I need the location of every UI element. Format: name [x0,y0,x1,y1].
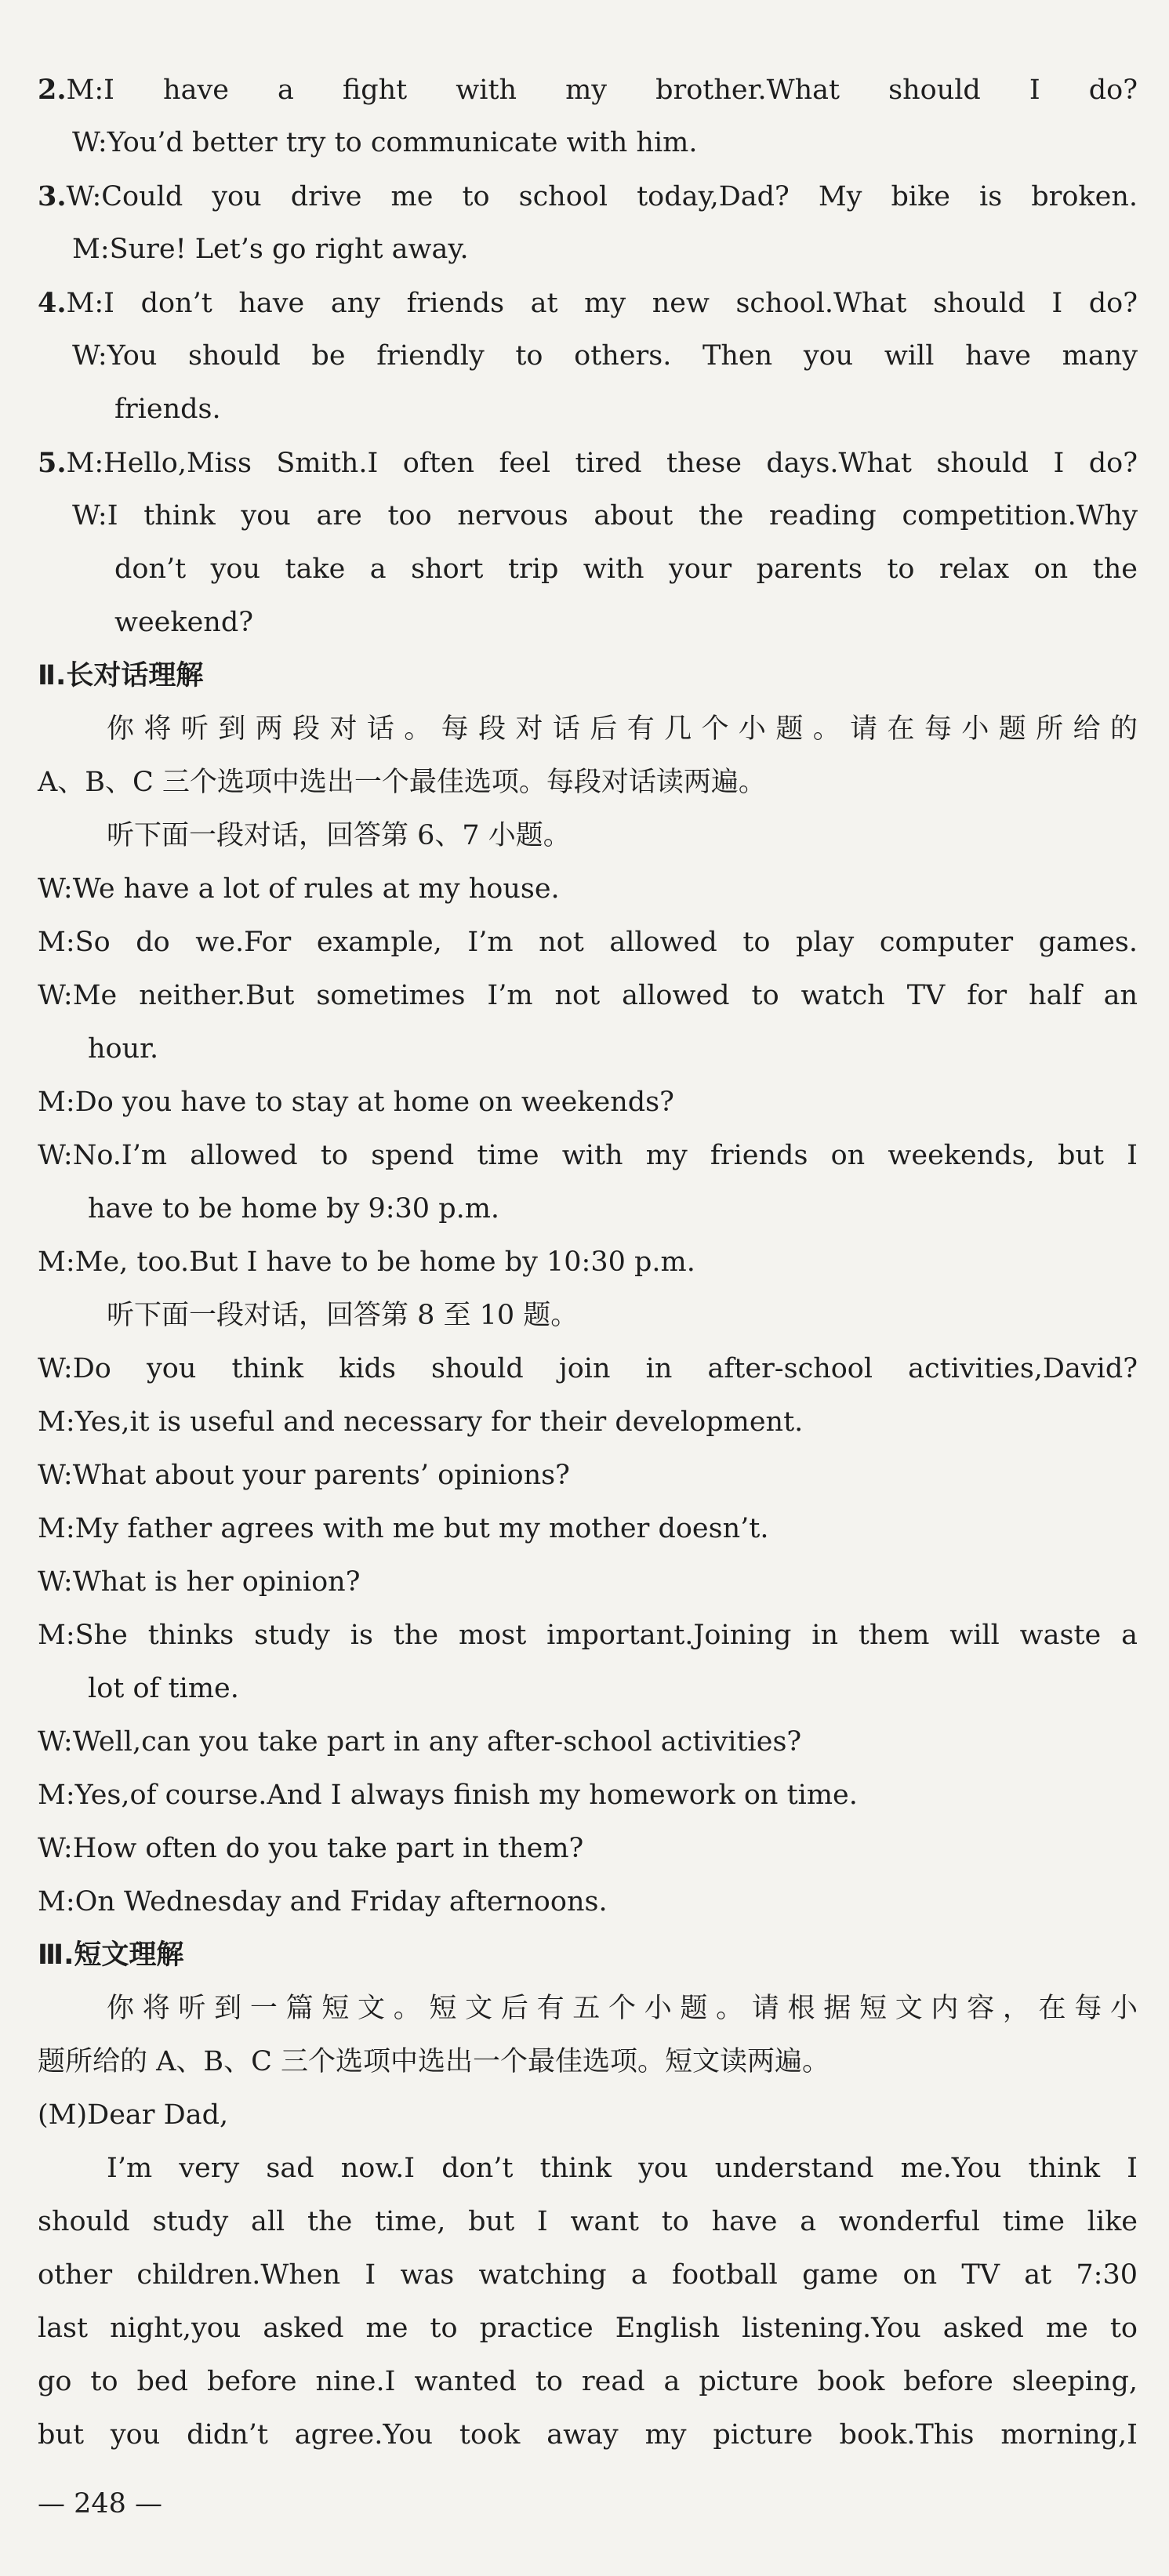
dialog-line: 4.M:I don’t have any friends at my new school.What should I do? [38,287,1138,319]
dialog-line: don’t you take a short trip with your parents to relax on the [114,553,1138,585]
dialog-line: lot of time. [88,1673,239,1704]
section-title: Ⅲ.短文理解 [38,1939,184,1971]
dialog-line: M:Do you have to stay at home on weekends? [38,1087,674,1118]
dialog-line: M:Yes,of course.And I always finish my homework on time. [38,1780,858,1811]
dialog-line: M:So do we.For example, I’m not allowed to play computer games. [38,927,1138,958]
dialog-line: W:I think you are too nervous about the reading competition.Why [72,500,1138,532]
passage-line: should study all the time, but I want to have a wonderful time like [38,2206,1138,2237]
dialog-line: W:Well,can you take part in any after-school activities? [38,1726,802,1758]
passage-line: other children.When I was watching a football game on TV at 7:30 [38,2259,1138,2291]
passage-line: last night,you asked me to practice English listening.You asked me to [38,2313,1138,2344]
passage-line: I’m very sad now.I don’t think you understand me.You think I [107,2153,1138,2184]
dialog-line: W:How often do you take part in them? [38,1833,584,1864]
dialog-line: W:You’d better try to communicate with him. [72,127,698,158]
dialog-line: friends. [114,394,221,425]
passage-line: go to bed before nine.I wanted to read a picture book before sleeping, [38,2366,1138,2397]
section-title: Ⅱ.长对话理解 [38,660,204,691]
dialog-line: 3.W:Could you drive me to school today,Dad? My bike is broken. [38,180,1138,212]
dialog-line: hour. [88,1033,159,1065]
section-instruction: 题所给的 A、B、C 三个选项中选出一个最佳选项。短文读两遍。 [38,2046,830,2077]
dialog-line: W:Me neither.But sometimes I’m not allowed to watch TV for half an [38,980,1138,1011]
dialog-prompt: 听下面一段对话，回答第 8 至 10 题。 [107,1300,579,1331]
page-number: — 248 — [38,2488,163,2520]
dialog-line: W:Do you think kids should join in after-school activities,David? [38,1353,1138,1384]
passage-line: but you didn’t agree.You took away my picture book.This morning,I [38,2419,1138,2451]
dialog-prompt: 听下面一段对话，回答第 6、7 小题。 [107,820,571,851]
dialog-line: M:On Wednesday and Friday afternoons. [38,1886,608,1917]
dialog-line: 2.M:I have a fight with my brother.What should I do? [38,74,1138,106]
letter-salutation: (M)Dear Dad, [38,2099,229,2131]
dialog-line: M:She thinks study is the most important.Joining in them will waste a [38,1620,1138,1651]
dialog-line: M:Me, too.But I have to be home by 10:30 p.m. [38,1246,695,1278]
dialog-line: W:What is her opinion? [38,1566,361,1598]
dialog-line: W:What about your parents’ opinions? [38,1460,570,1491]
dialog-line: weekend? [114,607,254,638]
dialog-line: M:My father agrees with me but my mother doesn’t. [38,1513,769,1544]
dialog-line: W:We have a lot of rules at my house. [38,873,560,905]
dialog-line: M:Sure! Let’s go right away. [72,234,469,265]
dialog-line: 5.M:Hello,Miss Smith.I often feel tired these days.What should I do? [38,447,1138,479]
section-instruction: 你将听到两段对话。每段对话后有几个小题。请在每小题所给的 [107,713,1138,745]
section-instruction: 你将听到一篇短文。短文后有五个小题。请根据短文内容，在每小 [107,1993,1138,2024]
dialog-line: W:You should be friendly to others. Then you will have many [72,340,1138,372]
dialog-line: W:No.I’m allowed to spend time with my friends on weekends, but I [38,1140,1138,1171]
section-instruction: A、B、C 三个选项中选出一个最佳选项。每段对话读两遍。 [38,767,766,798]
dialog-line: have to be home by 9:30 p.m. [88,1193,500,1225]
dialog-line: M:Yes,it is useful and necessary for their development. [38,1406,804,1438]
